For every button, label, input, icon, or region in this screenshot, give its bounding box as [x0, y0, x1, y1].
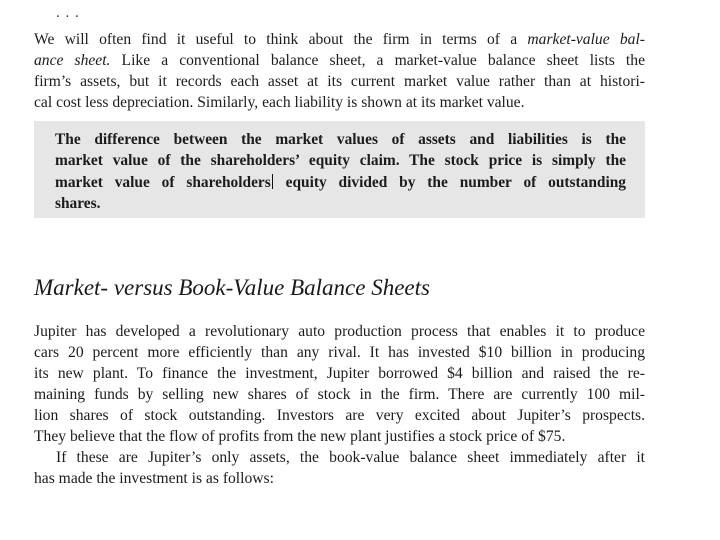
body-line-6: They believe that the flow of profits from the new plant justifies a stock price of $75.	[34, 428, 566, 445]
body-line-3: its new plant. To finance the investment, Jupiter borrowed $4 billion and raised the re-	[34, 365, 645, 382]
body-line-1: Jupiter has developed a revolutionary auto production process that enables it to produce	[34, 323, 645, 340]
intro-line-1: We will often find it useful to think about the firm in terms of a market-value bal-	[34, 31, 645, 48]
body-line-4: maining funds by selling new shares of stock in the firm. There are currently 100 mil-	[34, 386, 645, 403]
section-heading: Market- versus Book-Value Balance Sheets	[34, 275, 430, 300]
term-market-value-balance-sheet: market-value bal-	[527, 31, 645, 48]
key-point-line-4: shares.	[55, 194, 101, 212]
key-point-line-2: market value of the shareholders’ equity claim. The stock price is simply the	[55, 152, 626, 170]
body-line-2: cars 20 percent more efficiently than any rival. It has invested $10 billion in producing	[34, 344, 645, 361]
body-line-8: has made the investment is as follows:	[34, 470, 274, 487]
continuation-marker: . . .	[56, 5, 80, 21]
intro-line-2: ance sheet. Like a conventional balance sheet, a market-value balance sheet lists the	[34, 52, 645, 69]
intro-line-4: cal cost less depreciation. Similarly, each liability is shown at its market value.	[34, 94, 525, 111]
text-cursor	[272, 174, 273, 189]
key-point-box	[34, 121, 645, 218]
key-point-text	[55, 129, 626, 214]
key-point-line-1: The difference between the market values of assets and liabilities is the	[55, 131, 626, 148]
body-line-7: If these are Jupiter’s only assets, the book-value balance sheet immediately after it	[56, 449, 645, 466]
term-continuation: ance sheet.	[34, 52, 111, 69]
key-point-line-3: market value of shareholders equity divided by the number of outstanding	[55, 173, 626, 191]
intro-line-3: firm’s assets, but it records each asset at its current market value rather than at histori-	[34, 73, 645, 90]
body-paragraph	[34, 321, 645, 489]
intro-paragraph	[34, 29, 645, 113]
body-line-5: lion shares of stock outstanding. Investors are very excited about Jupiter’s prospects.	[34, 407, 645, 424]
